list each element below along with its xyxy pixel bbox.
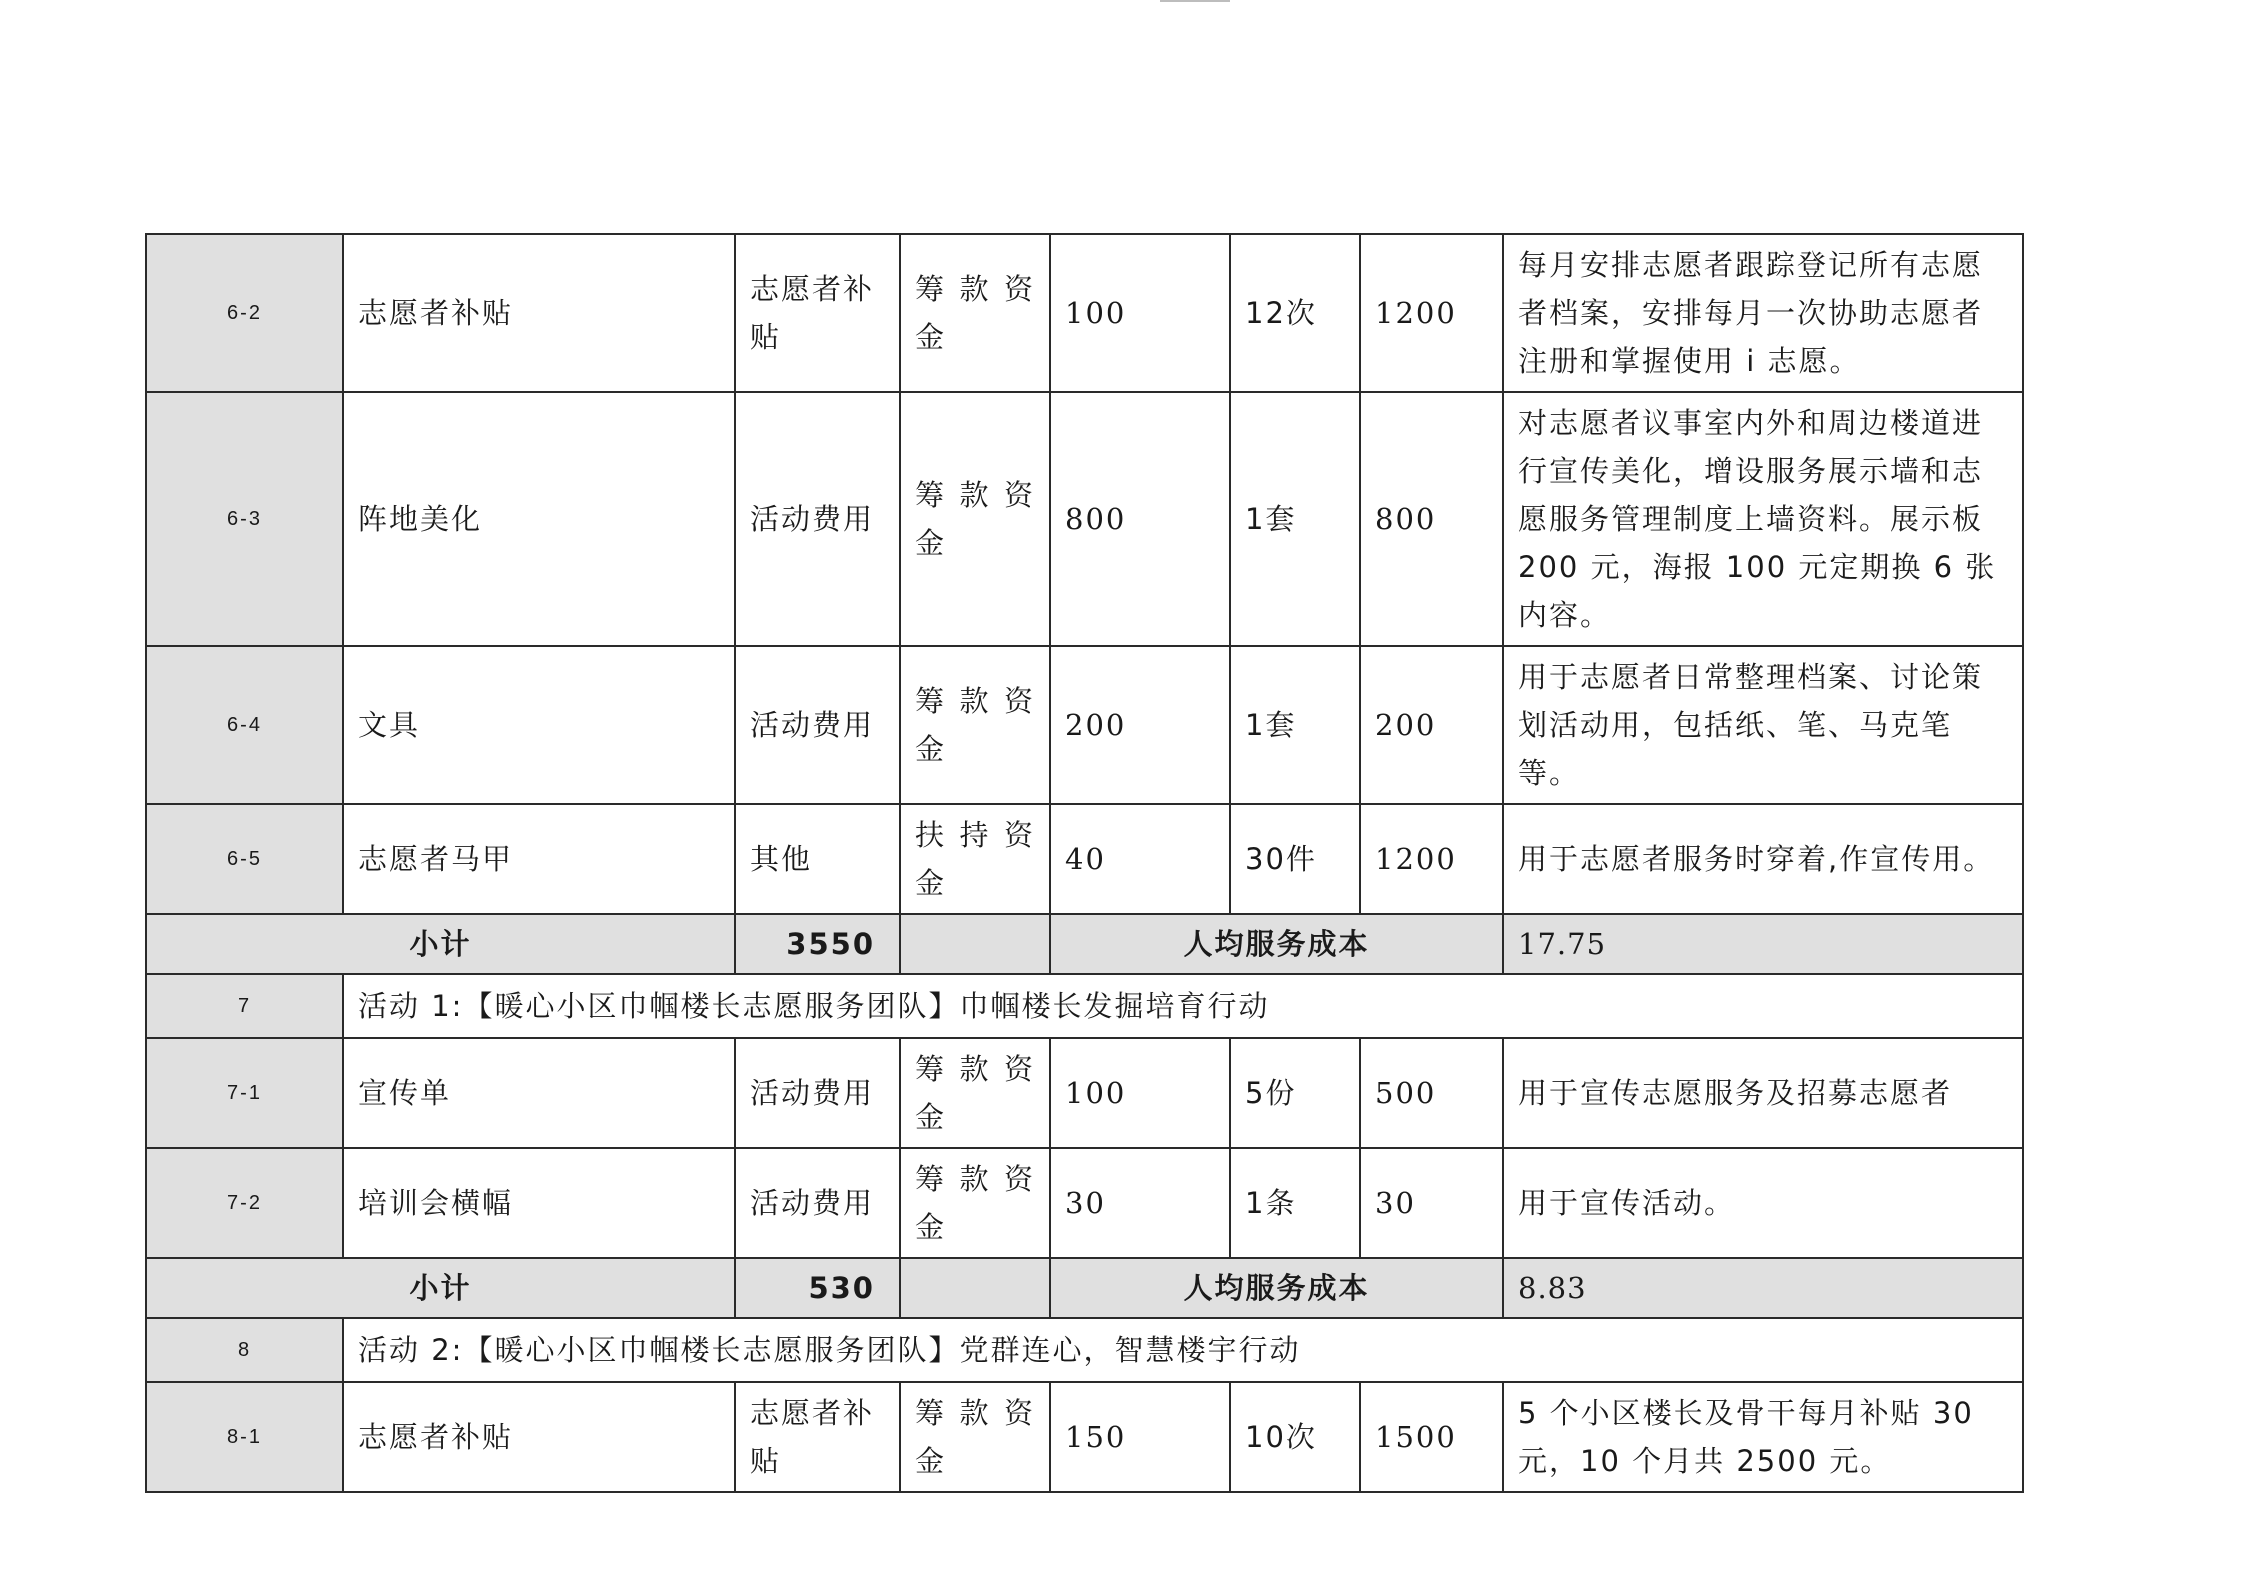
quantity: 5份 — [1230, 1038, 1360, 1148]
subtotal-label: 小计 — [146, 1258, 735, 1318]
unit-price: 800 — [1050, 392, 1230, 646]
note: 用于志愿者服务时穿着,作宣传用。 — [1503, 804, 2023, 914]
fund-source: 筹款资金 — [900, 392, 1050, 646]
line-total: 200 — [1360, 646, 1503, 804]
cost-category: 志愿者补贴 — [735, 1382, 900, 1492]
subtotal-empty-cell — [900, 914, 1050, 974]
row-id: 7-2 — [146, 1148, 343, 1258]
note: 用于宣传志愿服务及招募志愿者 — [1503, 1038, 2023, 1148]
row-id: 6-3 — [146, 392, 343, 646]
note: 用于宣传活动。 — [1503, 1148, 2023, 1258]
per-capita-cost-label: 人均服务成本 — [1050, 1258, 1503, 1318]
row-id: 8-1 — [146, 1382, 343, 1492]
unit-price: 100 — [1050, 234, 1230, 392]
quantity: 30件 — [1230, 804, 1360, 914]
table-row — [146, 1382, 2023, 1492]
table-row — [146, 1038, 2023, 1148]
note: 对志愿者议事室内外和周边楼道进行宣传美化，增设服务展示墙和志愿服务管理制度上墙资料。展示板 200 元，海报 100 元定期换 6 张内容。 — [1503, 392, 2023, 646]
row-id: 6-2 — [146, 234, 343, 392]
section-row — [146, 974, 2023, 1038]
unit-price: 150 — [1050, 1382, 1230, 1492]
item-name: 宣传单 — [343, 1038, 735, 1148]
section-row — [146, 1318, 2023, 1382]
quantity: 12次 — [1230, 234, 1360, 392]
quantity: 1套 — [1230, 646, 1360, 804]
item-name: 志愿者补贴 — [343, 1382, 735, 1492]
item-name: 志愿者补贴 — [343, 234, 735, 392]
line-total: 500 — [1360, 1038, 1503, 1148]
section-title: 活动 2:【暖心小区巾帼楼长志愿服务团队】党群连心，智慧楼宇行动 — [343, 1318, 2023, 1382]
unit-price: 100 — [1050, 1038, 1230, 1148]
row-id: 6-4 — [146, 646, 343, 804]
cost-category: 志愿者补贴 — [735, 234, 900, 392]
item-name: 志愿者马甲 — [343, 804, 735, 914]
fund-source: 扶持资金 — [900, 804, 1050, 914]
fund-source: 筹款资金 — [900, 646, 1050, 804]
cost-category: 活动费用 — [735, 1038, 900, 1148]
fund-source: 筹款资金 — [900, 1148, 1050, 1258]
table-row — [146, 1148, 2023, 1258]
subtotal-empty-cell — [900, 1258, 1050, 1318]
unit-price: 200 — [1050, 646, 1230, 804]
note: 用于志愿者日常整理档案、讨论策划活动用，包括纸、笔、马克笔等。 — [1503, 646, 2023, 804]
section-id: 7 — [146, 974, 343, 1038]
section-title: 活动 1:【暖心小区巾帼楼长志愿服务团队】巾帼楼长发掘培育行动 — [343, 974, 2023, 1038]
unit-price: 40 — [1050, 804, 1230, 914]
budget-table — [145, 233, 2024, 1493]
line-total: 1200 — [1360, 234, 1503, 392]
table-row — [146, 646, 2023, 804]
row-id: 6-5 — [146, 804, 343, 914]
cost-category: 其他 — [735, 804, 900, 914]
table-row — [146, 234, 2023, 392]
cost-category: 活动费用 — [735, 646, 900, 804]
row-id: 7-1 — [146, 1038, 343, 1148]
per-capita-cost-value: 17.75 — [1503, 914, 2023, 974]
quantity: 1套 — [1230, 392, 1360, 646]
line-total: 1200 — [1360, 804, 1503, 914]
cost-category: 活动费用 — [735, 392, 900, 646]
subtotal-row — [146, 914, 2023, 974]
subtotal-label: 小计 — [146, 914, 735, 974]
quantity: 1条 — [1230, 1148, 1360, 1258]
per-capita-cost-label: 人均服务成本 — [1050, 914, 1503, 974]
fund-source: 筹款资金 — [900, 234, 1050, 392]
line-total: 800 — [1360, 392, 1503, 646]
subtotal-amount: 3550 — [735, 914, 900, 974]
section-id: 8 — [146, 1318, 343, 1382]
unit-price: 30 — [1050, 1148, 1230, 1258]
table-row — [146, 804, 2023, 914]
subtotal-row — [146, 1258, 2023, 1318]
quantity: 10次 — [1230, 1382, 1360, 1492]
line-total: 30 — [1360, 1148, 1503, 1258]
item-name: 培训会横幅 — [343, 1148, 735, 1258]
fund-source: 筹款资金 — [900, 1382, 1050, 1492]
table-row — [146, 392, 2023, 646]
page-header-mark — [1160, 0, 1230, 6]
subtotal-amount: 530 — [735, 1258, 900, 1318]
note: 每月安排志愿者跟踪登记所有志愿者档案，安排每月一次协助志愿者注册和掌握使用 i 志愿。 — [1503, 234, 2023, 392]
cost-category: 活动费用 — [735, 1148, 900, 1258]
per-capita-cost-value: 8.83 — [1503, 1258, 2023, 1318]
line-total: 1500 — [1360, 1382, 1503, 1492]
item-name: 文具 — [343, 646, 735, 804]
note: 5 个小区楼长及骨干每月补贴 30 元，10 个月共 2500 元。 — [1503, 1382, 2023, 1492]
item-name: 阵地美化 — [343, 392, 735, 646]
fund-source: 筹款资金 — [900, 1038, 1050, 1148]
